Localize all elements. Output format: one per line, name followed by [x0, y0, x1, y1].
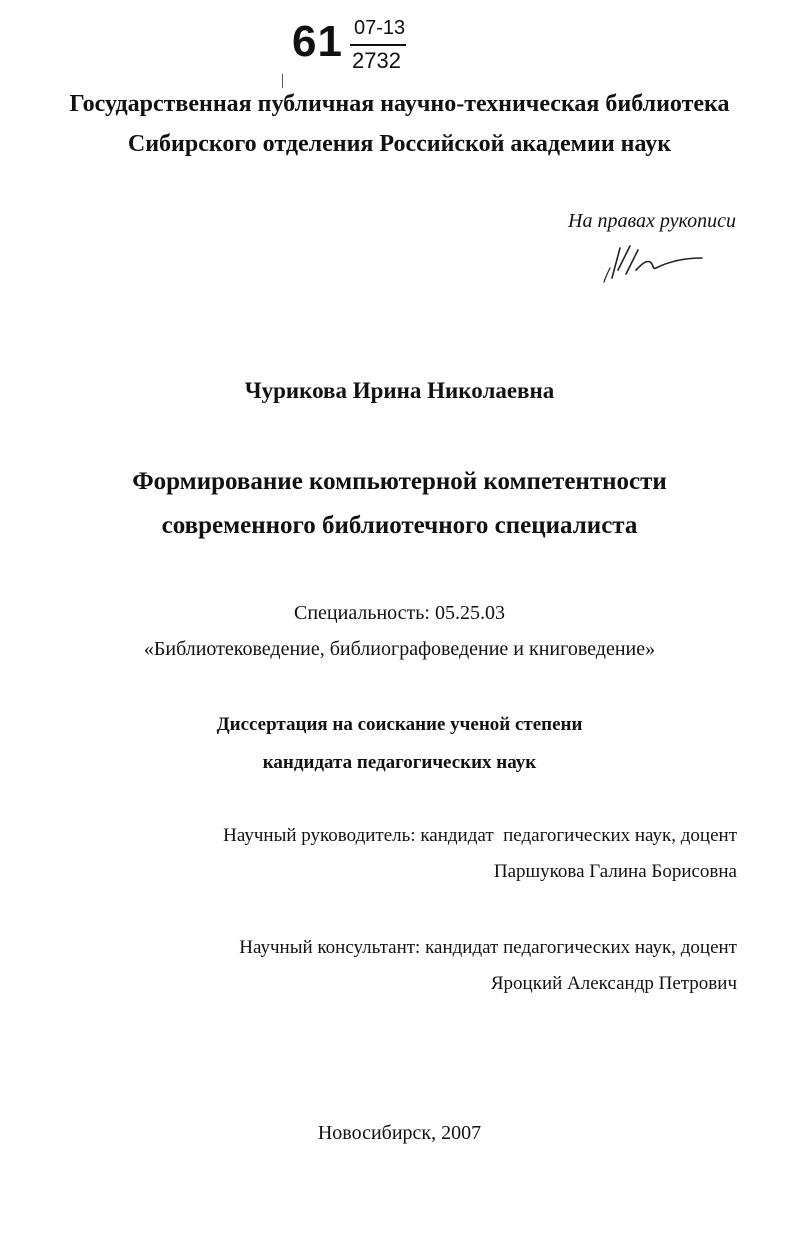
- city-and-year: Новосибирск, 2007: [317, 1122, 482, 1144]
- manuscript-rights-note: На правах рукописи: [568, 210, 736, 232]
- degree-line-2: кандидата педагогических наук: [262, 752, 537, 773]
- library-code-stamp: [292, 14, 422, 78]
- consultant-name: Яроцкий Александр Петрович: [490, 973, 737, 994]
- specialty-code: Специальность: 05.25.03: [294, 602, 505, 624]
- dissertation-title: [0, 460, 799, 548]
- author-name: Чурикова Ирина Николаевна: [244, 378, 555, 403]
- supervisor-name: Паршукова Галина Борисовна: [493, 861, 737, 882]
- handwritten-signature: [598, 240, 708, 285]
- title-line-1: Формирование компьютерной компетентности: [132, 468, 667, 495]
- stamp-upper-number: 07-13: [354, 17, 406, 39]
- consultant-block: [239, 930, 737, 1002]
- degree-line-1: Диссертация на соискание ученой степени: [216, 714, 583, 735]
- stamp-fraction-line: [350, 44, 406, 46]
- consultant-role: Научный консультант: кандидат педагогических наук, доцент: [239, 937, 737, 958]
- institution-heading: [0, 84, 799, 164]
- institution-line-2: Сибирского отделения Российской академии наук: [127, 131, 672, 157]
- stamp-main-number: 61: [292, 17, 343, 66]
- supervisor-block: [223, 818, 737, 890]
- title-line-2: современного библиотечного специалиста: [161, 512, 638, 539]
- stamp-lower-number: 2732: [352, 48, 401, 73]
- institution-line-1: Государственная публичная научно-техническая библиотека: [69, 91, 730, 117]
- supervisor-role: Научный руководитель: кандидат педагогических наук, доцент: [223, 825, 737, 846]
- specialty-name: «Библиотековедение, библиографоведение и книговедение»: [143, 638, 656, 660]
- degree-statement: [0, 706, 799, 782]
- specialty-block: [0, 595, 799, 667]
